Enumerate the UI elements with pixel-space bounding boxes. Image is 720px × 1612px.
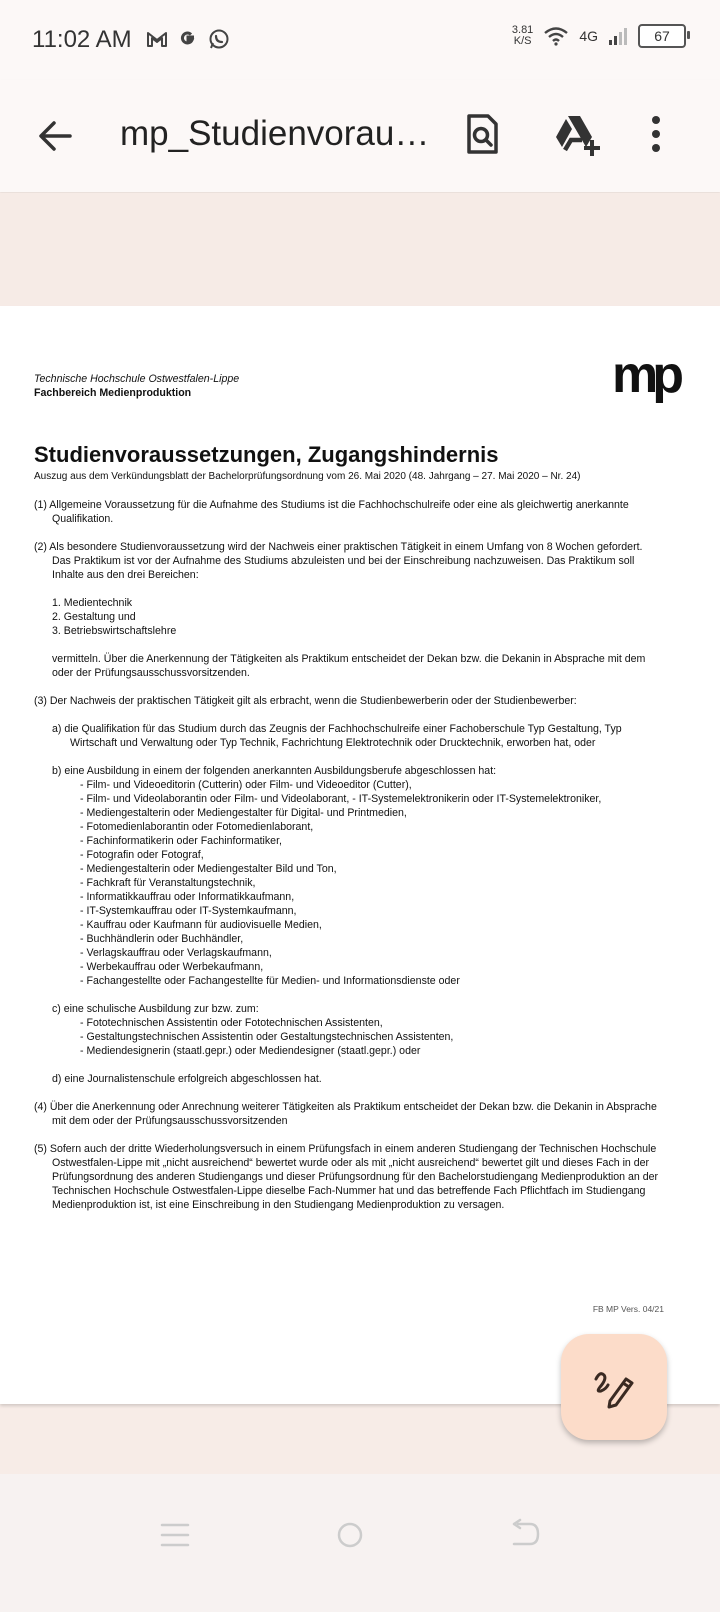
list-item: - Werbekauffrau oder Werbekaufmann, <box>80 960 664 974</box>
paragraph-3c-list-wrap <box>34 1016 664 1058</box>
list-item: - Fachkraft für Veranstaltungstechnik, <box>80 876 664 890</box>
list-item: - Fachinformatikerin oder Fachinformatiker, <box>80 834 664 848</box>
paragraph-3b: b) eine Ausbildung in einem der folgenden anerkannten Ausbildungsberufe abgeschlossen hat: <box>52 765 497 777</box>
department-name: Fachbereich Medienproduktion <box>34 387 192 399</box>
paragraph-3c: c) eine schulische Ausbildung zur bzw. zum: <box>52 1003 259 1015</box>
status-app-icons <box>146 28 230 50</box>
list-item: - Fotografin oder Fotograf, <box>80 848 664 862</box>
network-speed-unit: K/S <box>513 35 532 47</box>
list-item: - Film- und Videoeditorin (Cutterin) oder Film- und Videoeditor (Cutter), <box>80 778 664 792</box>
list-item: - Informatikkauffrau oder Informatikkaufmann, <box>80 890 664 904</box>
status-bar <box>0 0 720 80</box>
list-item: - Fachangestellte oder Fachangestellte für Medien- und Informationsdienste oder <box>80 974 664 988</box>
document-subheading: Auszug aus dem Verkündungsblatt der Bachelorprüfungsordnung vom 26. Mai 2020 (48. Jahrgang – 27. Mai 2020 – Nr. 24) <box>34 471 581 482</box>
list-item: - Buchhändlerin oder Buchhändler, <box>80 932 664 946</box>
paragraph-2: (2) Als besondere Studienvoraussetzung wird der Nachweis einer praktischen Tätigkeit in einem Umfang von 8 Wochen gefordert. Das Praktikum ist vor der Aufnahme des Studiums abzuleisten und bei der Einschreibung nachzuweisen. Das Praktikum soll Inhalte aus den drei Bereichen: <box>34 541 643 581</box>
wifi-icon <box>543 26 569 46</box>
paragraph-3a: a) die Qualifikation für das Studium durch das Zeugnis der Fachhochschulreife einer Fachoberschule Typ Gestaltung, Typ Wirtschaft und Verwaltung oder Typ Technik, Fachrichtung Elektrotechnik oder Drucktechnik, erworben hat, oder <box>52 723 622 749</box>
list-item: - Mediendesignerin (staatl.gepr.) oder Mediendesigner (staatl.gepr.) oder <box>80 1044 664 1058</box>
paragraph-5: (5) Sofern auch der dritte Wiederholungsversuch in einem Prüfungsfach in einem anderen Studiengang der Technischen Hochschule Ostwestfalen-Lippe mit „nicht ausreichend“ bewertet wurde oder als mit „nicht ausreichend“ bewertet gilt und dieses Fach in der Prüfungsordnung des anderen Studiengangs und dieser Prüfungsordnung für den Bachelorstudiengang Medienproduktion an der Technischen Hochschule Ostwestfalen-Lippe dieselbe Fach-Nummer hat und das betreffende Fach Pflichtfach im Studiengang Medienproduktion ist, ist eine Einschreibung in den Studiengang Medienproduktion zu versagen. <box>34 1143 659 1211</box>
list-item: - Film- und Videolaborantin oder Film- und Videolaborant, - IT-Systemelektronikerin oder IT-Systemelektroniker, <box>80 792 664 806</box>
back-arrow-icon[interactable] <box>34 114 78 158</box>
network-type: 4G <box>579 28 598 44</box>
document-version: FB MP Vers. 04/21 <box>592 1304 664 1314</box>
home-nav-icon[interactable] <box>325 1510 375 1560</box>
paragraph-3c-list <box>80 1016 664 1058</box>
list-item: 1. Medientechnik <box>52 597 133 609</box>
list-item: 2. Gestaltung und <box>52 611 136 623</box>
list-item: - Fotomedienlaborantin oder Fotomedienlaborant, <box>80 820 664 834</box>
document-heading: Studienvoraussetzungen, Zugangshindernis <box>34 442 499 467</box>
pdf-page[interactable] <box>0 306 720 1404</box>
document-title: mp_Studienvorau… <box>120 114 430 153</box>
battery-level: 67 <box>654 28 670 44</box>
status-indicators <box>512 24 686 48</box>
paragraph-4: (4) Über die Anerkennung oder Anrechnung weiterer Tätigkeiten als Praktikum entscheidet der Dekan bzw. die Dekanin in Absprache mit dem oder der Prüfungsausschussvorsitzenden <box>34 1101 657 1127</box>
more-vert-icon[interactable] <box>634 110 678 158</box>
battery-indicator <box>638 24 686 48</box>
app-bar <box>0 80 720 192</box>
network-speed <box>512 25 533 47</box>
back-nav-icon[interactable] <box>500 1510 550 1560</box>
paragraph-2-list <box>34 596 664 638</box>
list-item: - Gestaltungstechnischen Assistentin oder Gestaltungstechnischen Assistenten, <box>80 1030 664 1044</box>
page-content <box>34 372 664 1212</box>
paragraph-2-after: vermitteln. Über die Anerkennung der Tätigkeiten als Praktikum entscheidet der Dekan bzw. die Dekanin in Absprache mit dem oder der Prüfungsausschussvorsitzenden. <box>52 653 646 679</box>
menu-nav-icon[interactable] <box>150 1510 200 1560</box>
list-item: - IT-Systemkauffrau oder IT-Systemkaufmann, <box>80 904 664 918</box>
logo-text: mp <box>612 360 678 404</box>
gmail-icon <box>146 30 168 48</box>
institution-name: Technische Hochschule Ostwestfalen-Lippe <box>34 373 240 385</box>
network-speed-value: 3.81 <box>511 24 534 36</box>
add-to-drive-icon[interactable] <box>550 110 602 158</box>
edit-fab-button[interactable] <box>561 1334 667 1440</box>
list-item: - Verlagskauffrau oder Verlagskaufmann, <box>80 946 664 960</box>
whatsapp-icon <box>208 28 230 50</box>
system-nav-bar <box>0 1474 720 1612</box>
page-gap <box>0 193 720 305</box>
paragraph-3d: d) eine Journalistenschule erfolgreich abgeschlossen hat. <box>52 1073 322 1085</box>
list-item: - Mediengestalterin oder Mediengestalter für Digital- und Printmedien, <box>80 806 664 820</box>
signal-icon <box>608 26 628 46</box>
list-item: - Kauffrau oder Kaufmann für audiovisuelle Medien, <box>80 918 664 932</box>
paragraph-1: (1) Allgemeine Voraussetzung für die Aufnahme des Studiums ist die Fachhochschulreife oder eine als gleichwertig anerkannte Qualifikation. <box>34 499 629 525</box>
edit-pen-icon <box>592 1365 636 1409</box>
list-item: - Fototechnischen Assistentin oder Fototechnischen Assistenten, <box>80 1016 664 1030</box>
paragraph-3: (3) Der Nachweis der praktischen Tätigkeit gilt als erbracht, wenn die Studienbewerberin oder der Studienbewerber: <box>34 695 577 707</box>
google-icon <box>178 29 198 49</box>
list-item: - Mediengestalterin oder Mediengestalter Bild und Ton, <box>80 862 664 876</box>
paragraph-3b-list <box>80 778 664 988</box>
find-in-page-icon[interactable] <box>458 110 506 158</box>
list-item: 3. Betriebswirtschaftslehre <box>52 625 177 637</box>
status-time: 11:02 AM <box>32 26 132 53</box>
paragraph-3b-list-wrap <box>34 778 664 988</box>
